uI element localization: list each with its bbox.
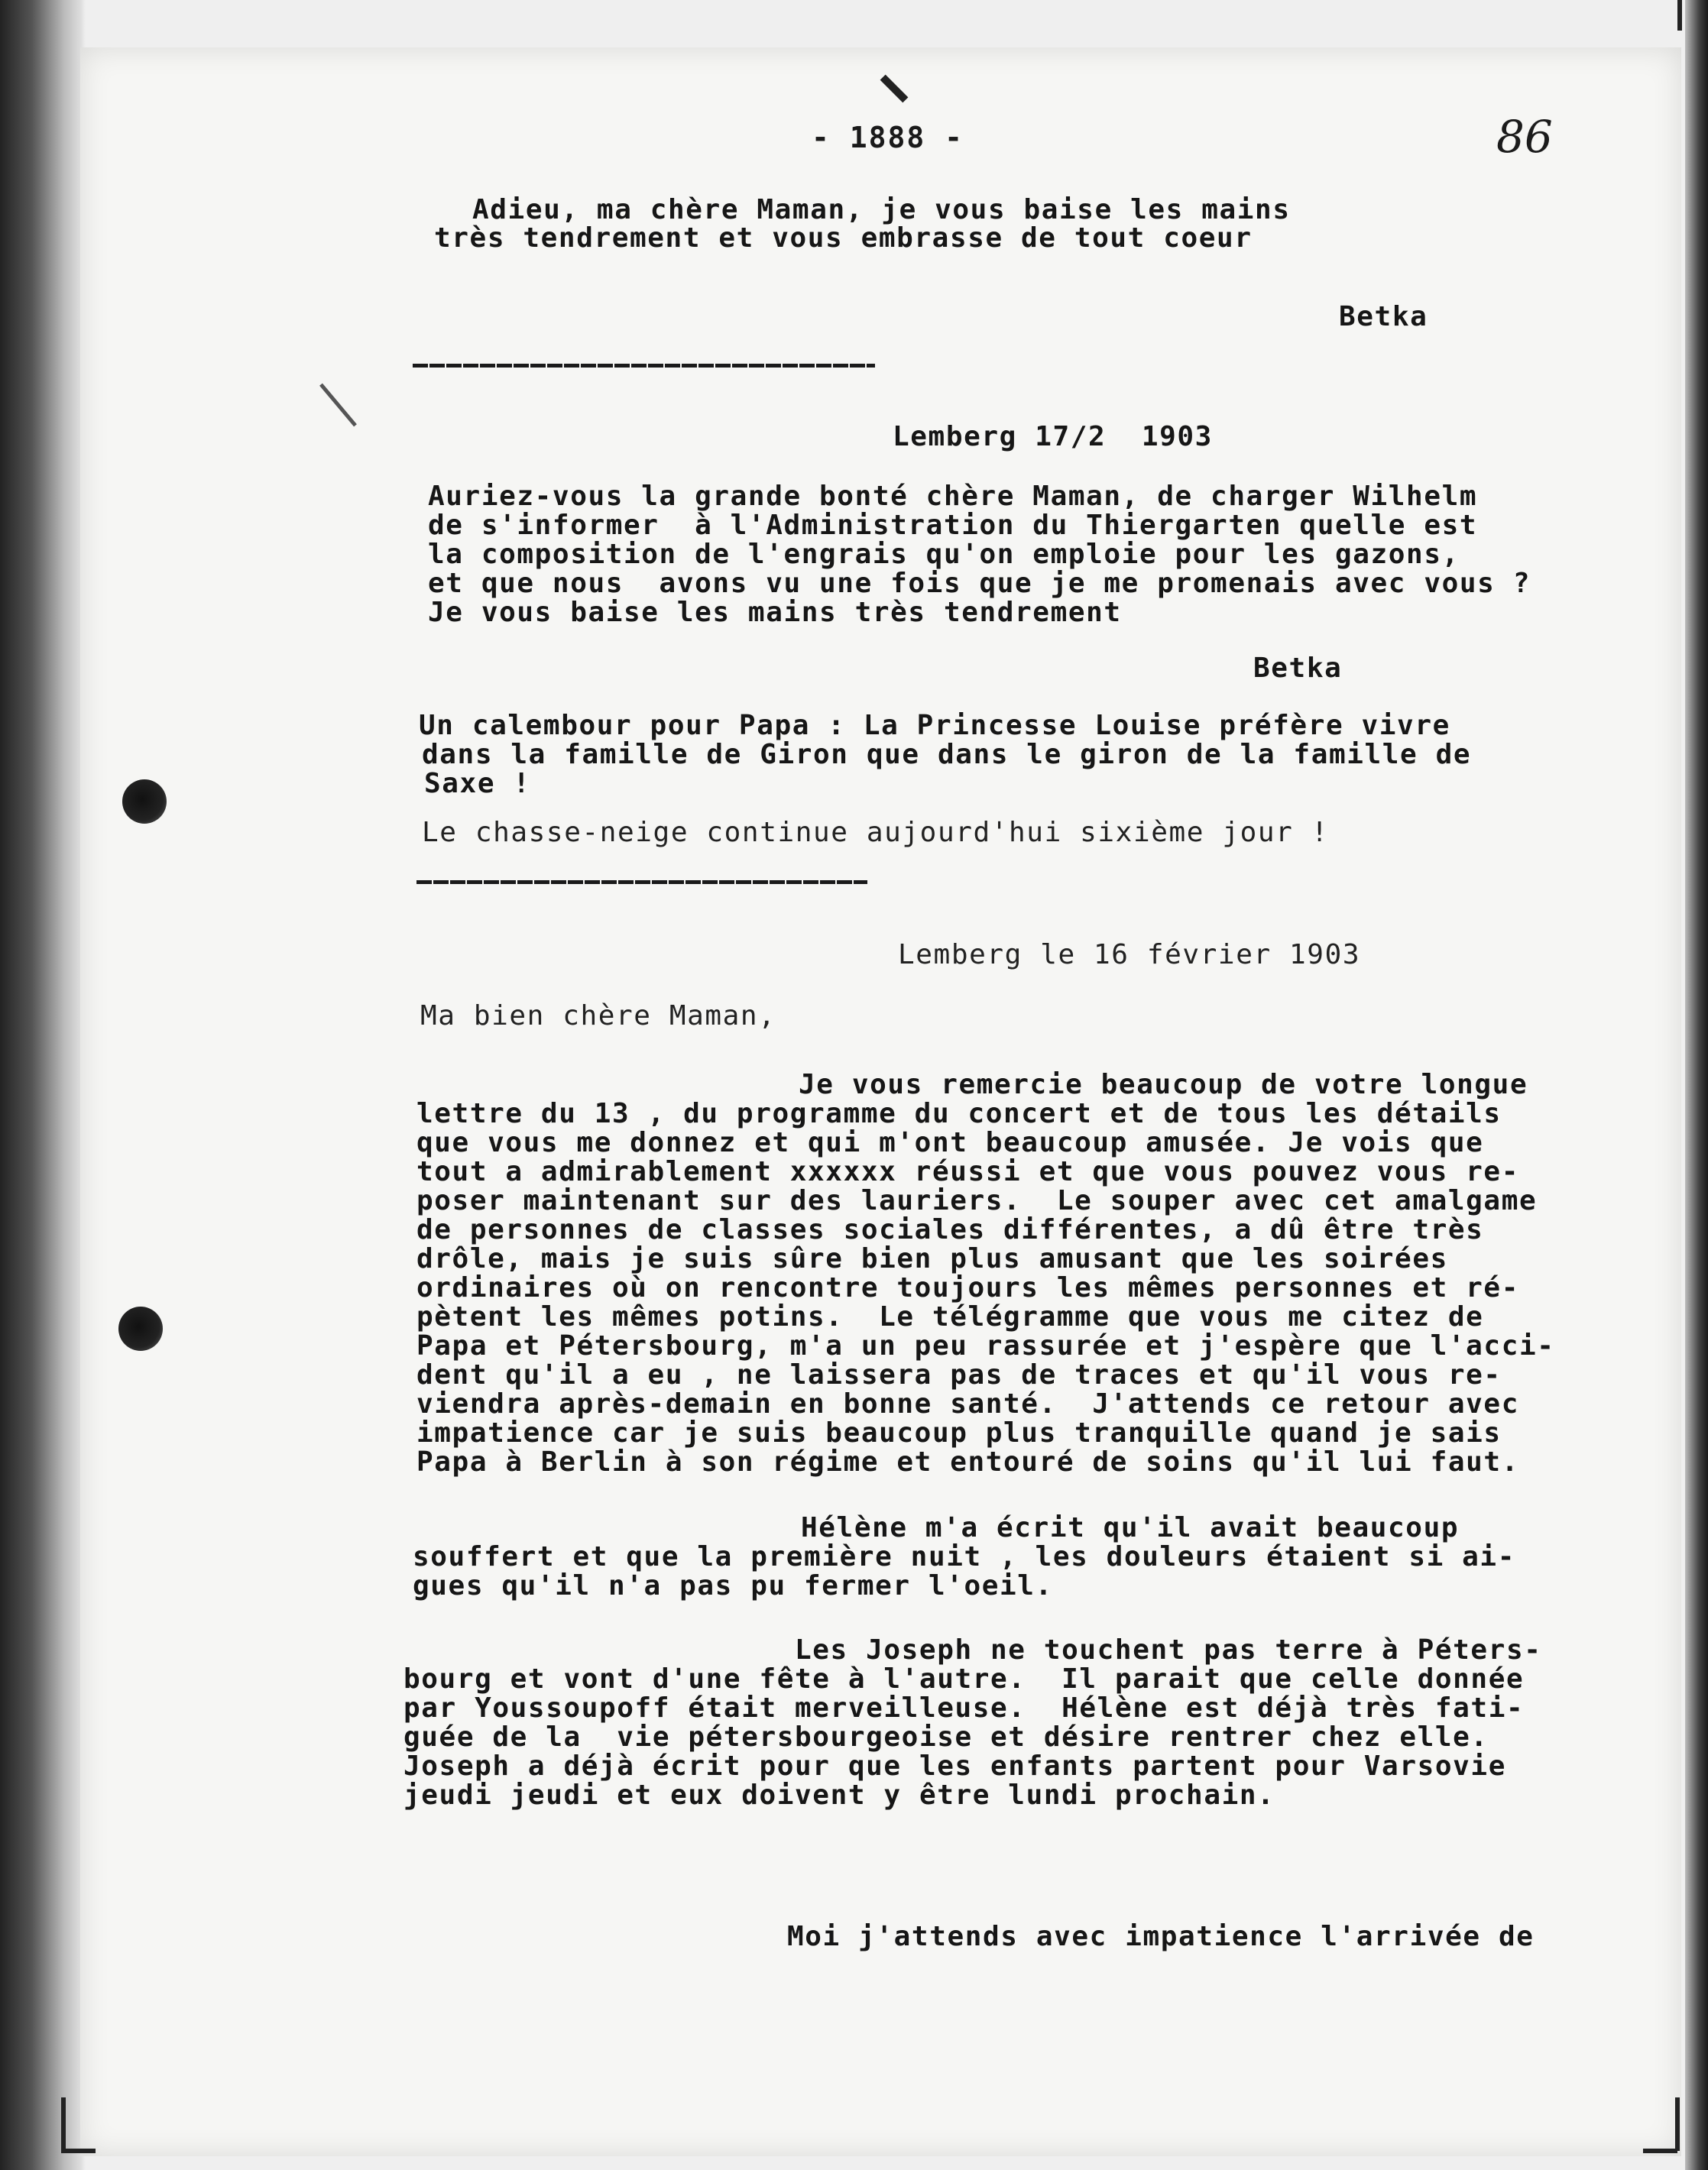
crop-mark (1675, 2097, 1680, 2151)
folio-number: - 1888 - (812, 121, 964, 154)
letter3-paragraph-line: Je vous remercie beaucoup de votre longue (799, 1069, 1528, 1100)
letter3-paragraph-line: bourg et vont d'une fête à l'autre. Il parait que celle donnée (404, 1663, 1525, 1695)
crop-mark (61, 2149, 96, 2153)
letter3-paragraph-line: Moi j'attends avec impatience l'arrivée de (787, 1921, 1535, 1952)
scan-edge-right (1685, 0, 1708, 2170)
letter2-postscript-line: Un calembour pour Papa : La Princesse Louise préfère vivre (419, 710, 1450, 741)
letter1-closing-line: très tendrement et vous embrasse de tout coeur (434, 222, 1253, 254)
letter3-paragraph-line: drôle, mais je suis sûre bien plus amusant que les soirées (416, 1243, 1448, 1274)
crop-mark (1677, 0, 1682, 31)
letter3-paragraph-line: que vous me donnez et qui m'ont beaucoup amusée. Je vois que (416, 1127, 1484, 1158)
letter3-paragraph-line: dent qu'il a eu , ne laissera pas de traces et qu'il vous re- (416, 1359, 1502, 1391)
letter2-line: et que nous avons vu une fois que je me promenais avec vous ? (428, 568, 1531, 599)
letter3-paragraph-line: Les Joseph ne touchent pas terre à Péters- (795, 1634, 1542, 1666)
letter3-paragraph-line: gues qu'il n'a pas pu fermer l'oeil. (413, 1570, 1053, 1602)
letter3-paragraph-line: jeudi jeudi et eux doivent y être lundi prochain. (404, 1780, 1275, 1811)
letter3-paragraph-line: par Youssoupoff était merveilleuse. Hélène est déjà très fati- (404, 1692, 1525, 1724)
separator-line (416, 880, 867, 884)
letter2-line: Je vous baise les mains très tendrement (428, 597, 1122, 628)
letter3-dateline: Lemberg le 16 février 1903 (898, 939, 1361, 970)
letter3-paragraph-line: ordinaires où on rencontre toujours les mêmes personnes et ré- (416, 1272, 1519, 1304)
binder-edge (0, 0, 80, 2170)
letter2-dateline: Lemberg 17/2 1903 (893, 421, 1213, 452)
letter1-closing-line: Adieu, ma chère Maman, je vous baise les mains (472, 194, 1291, 225)
crop-mark (61, 2097, 66, 2151)
letter3-paragraph-line: Joseph a déjà écrit pour que les enfants partent pour Varsovie (404, 1751, 1506, 1782)
letter3-salutation: Ma bien chère Maman, (420, 1000, 776, 1032)
letter3-paragraph-line: Papa à Berlin à son régime et entouré de soins qu'il lui faut. (416, 1446, 1519, 1478)
letter3-paragraph-line: pètent les mêmes potins. Le télégramme que vous me citez de (416, 1301, 1484, 1333)
letter3-paragraph-line: lettre du 13 , du programme du concert et de tous les détails (416, 1098, 1502, 1129)
letter2-line: la composition de l'engrais qu'on emploie pour les gazons, (428, 539, 1460, 570)
letter1-signature: Betka (1339, 301, 1428, 332)
letter2-signature: Betka (1253, 653, 1343, 684)
letter3-paragraph-line: souffert et que la première nuit , les douleurs étaient si ai- (413, 1541, 1515, 1572)
letter3-paragraph-line: viendra après-demain en bonne santé. J'attends ce retour avec (416, 1388, 1519, 1420)
letter3-paragraph-line: guée de la vie pétersbourgeoise et désire rentrer chez elle. (404, 1721, 1489, 1753)
letter3-paragraph-line: Hélène m'a écrit qu'il avait beaucoup (801, 1512, 1460, 1543)
letter2-postscript-line: Saxe ! (424, 768, 531, 799)
punch-hole (122, 779, 167, 824)
letter2-postscript-line: dans la famille de Giron que dans le giron de la famille de (422, 739, 1472, 770)
crop-mark (1643, 2149, 1677, 2153)
letter2-postscript-line: Le chasse-neige continue aujourd'hui sixième jour ! (422, 817, 1329, 848)
letter3-paragraph-line: poser maintenant sur des lauriers. Le souper avec cet amalgame (416, 1185, 1538, 1216)
letter2-line: de s'informer à l'Administration du Thiergarten quelle est (428, 510, 1478, 541)
punch-hole (118, 1307, 163, 1351)
handwritten-page-number: 86 (1496, 111, 1553, 163)
separator-line (413, 364, 875, 368)
letter3-paragraph-line: impatience car je suis beaucoup plus tranquille quand je sais (416, 1417, 1502, 1449)
letter3-paragraph-line: tout a admirablement xxxxxx réussi et que vous pouvez vous re- (416, 1156, 1519, 1187)
letter2-line: Auriez-vous la grande bonté chère Maman, de charger Wilhelm (428, 481, 1478, 512)
letter3-paragraph-line: Papa et Pétersbourg, m'a un peu rassurée et j'espère que l'acci- (416, 1330, 1555, 1362)
letter3-paragraph-line: de personnes de classes sociales différentes, a dû être très (416, 1214, 1484, 1245)
